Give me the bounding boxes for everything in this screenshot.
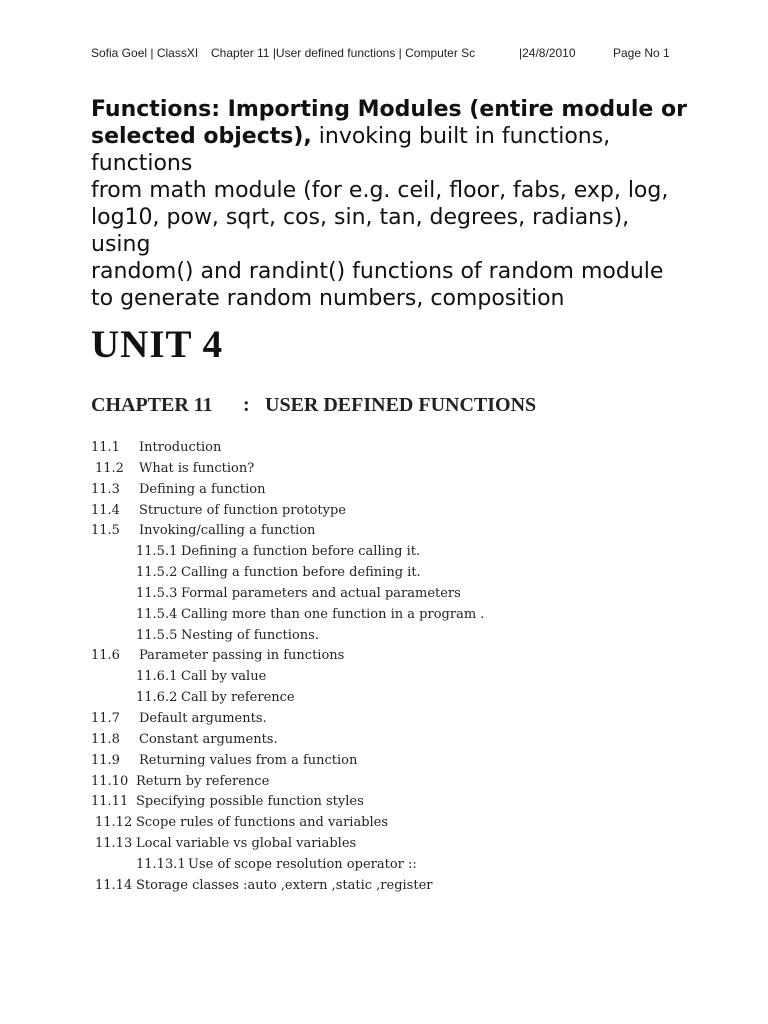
toc-item-number: 11.13.1	[136, 856, 186, 872]
toc-item-number: 11.6	[91, 648, 120, 664]
toc-item	[0, 438, 768, 459]
toc-item-number: 11.5.1	[136, 544, 178, 560]
topic-heading	[91, 96, 691, 312]
toc-item	[0, 751, 768, 772]
table-of-contents	[0, 438, 768, 897]
toc-item-text: Defining a function	[139, 481, 266, 497]
toc-item-number: 11.3	[91, 481, 120, 497]
toc-item	[0, 521, 768, 542]
toc-item-text: Return by reference	[136, 773, 270, 789]
header-chapter: Chapter 11 |User defined functions | Computer Sc	[211, 46, 476, 60]
toc-item-number: 11.14	[95, 877, 133, 893]
toc-item-text: Nesting of functions.	[181, 627, 319, 643]
toc-item-number: 11.13	[95, 836, 133, 852]
toc-item-number: 11.5.5	[136, 627, 178, 643]
toc-item-text: Call by value	[181, 669, 267, 685]
toc-item	[0, 501, 768, 522]
topic-line-3: random() and randint() functions of random module to generate random numbers, composition	[91, 259, 664, 311]
toc-item	[0, 730, 768, 751]
toc-item-text: Specifying possible function styles	[136, 794, 364, 810]
topic-regular-text: invoking built in functions, functions	[91, 124, 611, 176]
chapter-label: CHAPTER 11	[91, 394, 213, 416]
toc-item	[0, 563, 768, 584]
unit-heading: UNIT 4	[91, 323, 224, 366]
toc-item-number: 11.7	[91, 710, 120, 726]
toc-item-number: 11.12	[95, 815, 133, 831]
header-date: |24/8/2010	[519, 46, 576, 60]
toc-item-text: Parameter passing in functions	[139, 648, 345, 664]
toc-item	[0, 646, 768, 667]
chapter-separator: :	[243, 394, 250, 416]
toc-item	[0, 626, 768, 647]
toc-item-text: Returning values from a function	[139, 752, 358, 768]
toc-item-number: 11.5	[91, 523, 120, 539]
toc-item-number: 11.11	[91, 794, 129, 810]
toc-item	[0, 792, 768, 813]
toc-item	[0, 772, 768, 793]
toc-item-number: 11.5.3	[136, 585, 178, 601]
toc-item-number: 11.5.4	[136, 606, 178, 622]
toc-item-number: 11.6.1	[136, 669, 178, 685]
toc-item-text: Local variable vs global variables	[136, 836, 357, 852]
toc-item	[0, 813, 768, 834]
toc-item	[0, 709, 768, 730]
topic-line-2: from math module (for e.g. ceil, floor, fabs, exp, log, log10, pow, sqrt, cos, sin, tan, degrees, radians), using	[91, 178, 669, 257]
toc-item-text: Formal parameters and actual parameters	[181, 585, 461, 601]
toc-item-number: 11.8	[91, 731, 120, 747]
toc-item-text: Storage classes :auto ,extern ,static ,register	[136, 877, 433, 893]
header-page-number: Page No 1	[613, 46, 670, 60]
toc-item-text: Defining a function before calling it.	[181, 544, 421, 560]
toc-item-text: Constant arguments.	[139, 731, 278, 747]
toc-item	[0, 667, 768, 688]
toc-item-number: 11.6.2	[136, 690, 178, 706]
toc-item-text: Introduction	[139, 440, 222, 455]
chapter-title: USER DEFINED FUNCTIONS	[265, 394, 537, 416]
toc-item-number: 11.2	[95, 460, 124, 476]
toc-item	[0, 688, 768, 709]
header-author: Sofia Goel | ClassXI	[91, 46, 199, 60]
toc-item-number: 11.5.2	[136, 565, 178, 581]
toc-item	[0, 834, 768, 855]
toc-item	[0, 459, 768, 480]
toc-item-text: Calling more than one function in a program .	[181, 606, 485, 622]
toc-item	[0, 855, 768, 876]
topic-bold-text: Functions: Importing Modules (entire module or selected objects),	[91, 97, 687, 149]
toc-item	[0, 876, 768, 897]
toc-item	[0, 542, 768, 563]
toc-item-number: 11.1	[91, 440, 120, 455]
topic-line-1	[91, 96, 691, 177]
toc-item	[0, 480, 768, 501]
toc-item-text: Default arguments.	[139, 710, 267, 726]
toc-item-text: What is function?	[139, 460, 255, 476]
toc-item-text: Structure of function prototype	[139, 502, 346, 518]
toc-item-text: Call by reference	[181, 690, 295, 706]
toc-item-number: 11.10	[91, 773, 129, 789]
toc-item-text: Calling a function before defining it.	[181, 565, 421, 581]
toc-item-text: Invoking/calling a function	[139, 523, 316, 539]
toc-item	[0, 605, 768, 626]
toc-item-number: 11.4	[91, 502, 120, 518]
toc-item	[0, 584, 768, 605]
toc-item-text: Use of scope resolution operator ::	[188, 856, 417, 872]
toc-item-number: 11.9	[91, 752, 120, 768]
toc-item-text: Scope rules of functions and variables	[136, 815, 389, 831]
